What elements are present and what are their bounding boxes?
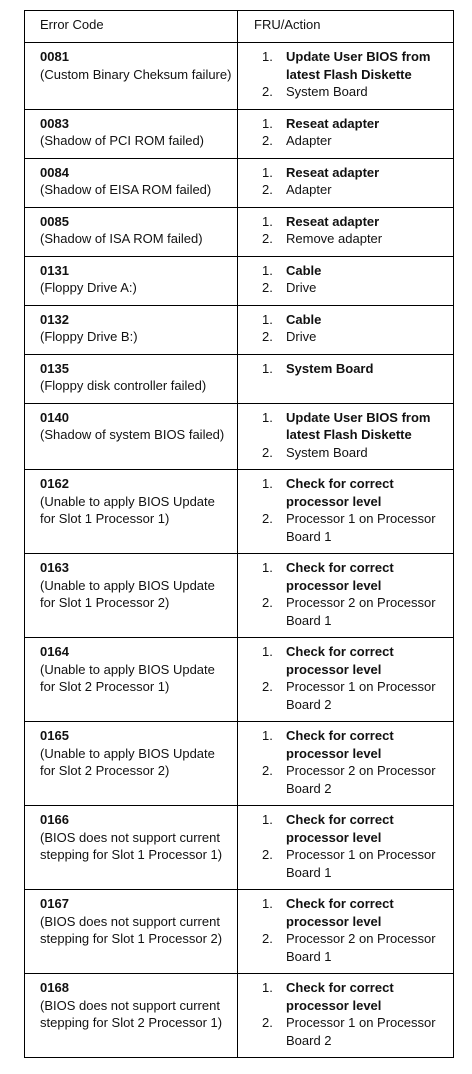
step-text: Check for correct processor level [286,896,394,929]
fru-action-cell [238,354,454,403]
table-row [25,43,454,110]
action-step [238,311,449,329]
error-code: 0166 [40,812,69,827]
error-description: (Floppy Drive A:) [40,280,137,295]
fru-action-cell [238,806,454,890]
step-number: 1. [262,164,273,180]
error-code-cell [25,305,238,354]
action-step [238,811,449,846]
step-text: Processor 1 on Processor Board 1 [286,847,436,880]
action-step [238,444,449,462]
action-step [238,262,449,280]
error-code-table [24,10,454,1058]
error-code-cell [25,403,238,470]
step-text: Drive [286,329,317,344]
action-list [238,979,449,1049]
error-description: (BIOS does not support current stepping for Slot 2 Processor 1) [40,997,223,1030]
step-text: Check for correct processor level [286,560,394,593]
error-code: 0163 [40,560,69,575]
table-row [25,554,454,638]
step-text: Remove adapter [286,231,383,246]
error-description: (Floppy disk controller failed) [40,378,207,393]
error-code-cell [25,207,238,256]
step-text: Reseat adapter [286,164,380,180]
action-list [238,360,449,378]
step-number: 1. [262,360,273,376]
step-number: 1. [262,115,273,131]
fru-action-cell [238,158,454,207]
error-description: (Unable to apply BIOS Update for Slot 1 Processor 2) [40,577,215,610]
step-number: 2. [262,595,273,610]
step-number: 2. [262,931,273,946]
step-text: System Board [286,360,374,376]
step-number: 1. [262,560,273,575]
fru-action-cell [238,207,454,256]
error-code-cell [25,722,238,806]
step-number: 2. [262,84,273,99]
action-list [238,262,449,297]
table-body [25,43,454,1058]
step-text: Cable [286,262,322,278]
step-text: Processor 2 on Processor Board 2 [286,763,436,796]
action-step [238,83,449,101]
error-code-cell [25,974,238,1058]
table-row [25,638,454,722]
step-text: Adapter [286,182,332,197]
action-step [238,643,449,678]
error-description: (BIOS does not support current stepping for Slot 1 Processor 2) [40,913,223,946]
error-code-cell [25,638,238,722]
action-list [238,475,449,545]
action-list [238,559,449,629]
error-code-cell [25,890,238,974]
action-step [238,409,449,444]
fru-action-cell [238,554,454,638]
error-code-cell [25,354,238,403]
error-description: (Custom Binary Cheksum failure) [40,66,232,82]
action-step [238,510,449,545]
step-number: 1. [262,644,273,659]
error-code: 0135 [40,360,69,376]
action-step [238,181,449,199]
step-number: 2. [262,847,273,862]
action-step [238,164,449,182]
table-row [25,403,454,470]
action-list [238,311,449,346]
error-code: 0140 [40,409,69,425]
error-description: (Shadow of PCI ROM failed) [40,133,205,148]
action-list [238,727,449,797]
action-step [238,727,449,762]
step-text: Check for correct processor level [286,476,394,509]
table-row [25,722,454,806]
table-row [25,470,454,554]
error-code: 0164 [40,644,69,659]
action-step [238,360,449,378]
step-text: Adapter [286,133,332,148]
table-row [25,109,454,158]
error-description: (Floppy Drive B:) [40,329,138,344]
error-code-cell [25,554,238,638]
fru-action-cell [238,470,454,554]
error-code-cell [25,109,238,158]
fru-action-cell [238,109,454,158]
action-step [238,328,449,346]
action-step [238,475,449,510]
action-list [238,115,449,150]
step-text: Processor 1 on Processor Board 2 [286,679,436,712]
step-text: Check for correct processor level [286,728,394,761]
error-description: (Shadow of ISA ROM failed) [40,231,203,246]
table-row [25,158,454,207]
step-text: System Board [286,84,368,99]
action-step [238,213,449,231]
fru-action-cell [238,256,454,305]
table-row [25,354,454,403]
step-text: Reseat adapter [286,115,380,131]
step-text: Processor 2 on Processor Board 1 [286,595,436,628]
action-list [238,811,449,881]
action-list [238,213,449,248]
action-step [238,895,449,930]
action-step [238,678,449,713]
error-code-cell [25,158,238,207]
action-list [238,409,449,462]
fru-action-header: FRU/Action [238,11,454,43]
step-text: Drive [286,280,317,295]
error-description: (Unable to apply BIOS Update for Slot 2 Processor 1) [40,661,215,694]
step-number: 2. [262,329,273,344]
action-list [238,895,449,965]
step-number: 1. [262,49,273,64]
fru-action-cell [238,890,454,974]
fru-action-cell [238,305,454,354]
action-step [238,559,449,594]
fru-action-cell [238,43,454,110]
action-step [238,279,449,297]
error-description: (Shadow of EISA ROM failed) [40,182,212,197]
step-number: 1. [262,728,273,743]
error-code: 0167 [40,896,69,911]
step-text: System Board [286,444,368,460]
action-step [238,594,449,629]
step-text: Check for correct processor level [286,812,394,845]
error-description: (Unable to apply BIOS Update for Slot 1 Processor 1) [40,493,215,526]
step-number: 2. [262,182,273,197]
action-step [238,930,449,965]
step-number: 2. [262,763,273,778]
step-text: Check for correct processor level [286,644,394,677]
step-number: 2. [262,133,273,148]
table-header-row [25,11,454,43]
step-number: 2. [262,444,273,460]
action-step [238,979,449,1014]
table-row [25,305,454,354]
error-code: 0162 [40,476,69,491]
error-description: (BIOS does not support current stepping for Slot 1 Processor 1) [40,829,223,862]
action-step [238,762,449,797]
step-text: Processor 1 on Processor Board 1 [286,511,436,544]
action-step [238,132,449,150]
step-number: 2. [262,511,273,526]
action-step [238,846,449,881]
step-number: 1. [262,262,273,278]
action-step [238,1014,449,1049]
action-step [238,115,449,133]
error-code: 0083 [40,115,69,131]
table-row [25,806,454,890]
table-row [25,890,454,974]
error-code: 0081 [40,49,69,64]
action-step [238,230,449,248]
action-step [238,48,449,83]
error-code-cell [25,806,238,890]
error-description: (Shadow of system BIOS failed) [40,427,225,442]
action-list [238,643,449,713]
step-number: 1. [262,476,273,491]
error-code: 0084 [40,164,69,180]
table-row [25,207,454,256]
error-code-cell [25,470,238,554]
step-text: Update User BIOS from latest Flash Diskette [286,49,431,82]
table-row [25,256,454,305]
step-number: 2. [262,1015,273,1030]
error-code-header: Error Code [25,11,238,43]
error-code: 0085 [40,213,69,229]
fru-action-cell [238,638,454,722]
fru-action-cell [238,403,454,470]
step-number: 1. [262,213,273,229]
action-list [238,164,449,199]
step-number: 1. [262,812,273,827]
error-code: 0168 [40,980,69,995]
error-code: 0132 [40,311,69,327]
error-code-cell [25,256,238,305]
step-text: Check for correct processor level [286,980,394,1013]
error-description: (Unable to apply BIOS Update for Slot 2 Processor 2) [40,745,215,778]
step-number: 2. [262,280,273,295]
step-text: Processor 1 on Processor Board 2 [286,1015,436,1048]
table-row [25,974,454,1058]
step-text: Update User BIOS from latest Flash Diskette [286,409,431,442]
step-number: 1. [262,896,273,911]
fru-action-cell [238,974,454,1058]
step-number: 2. [262,679,273,694]
error-code-cell [25,43,238,110]
step-text: Cable [286,311,322,327]
fru-action-cell [238,722,454,806]
step-number: 1. [262,409,273,425]
step-text: Reseat adapter [286,213,380,229]
step-number: 1. [262,980,273,995]
error-code: 0165 [40,728,69,743]
step-number: 1. [262,311,273,327]
step-number: 2. [262,231,273,246]
step-text: Processor 2 on Processor Board 1 [286,931,436,964]
action-list [238,48,449,101]
error-code: 0131 [40,262,69,278]
